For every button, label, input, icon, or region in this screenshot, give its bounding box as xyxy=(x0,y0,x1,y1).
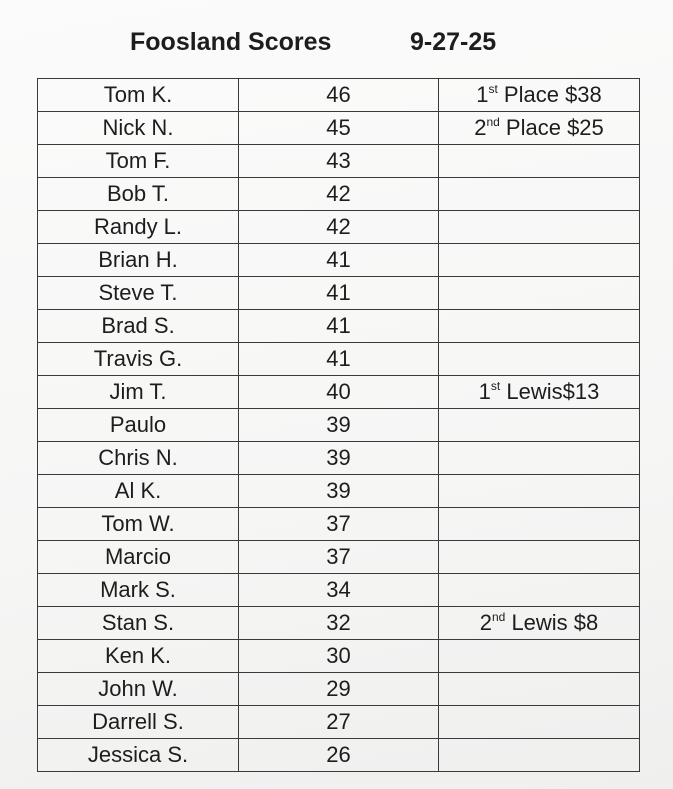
prize-cell xyxy=(439,607,640,640)
player-score: 41 xyxy=(239,310,439,343)
player-name: Ken K. xyxy=(38,640,239,673)
player-name: Mark S. xyxy=(38,574,239,607)
table-row xyxy=(38,277,640,310)
table-row xyxy=(38,442,640,475)
table-row xyxy=(38,178,640,211)
player-score: 39 xyxy=(239,475,439,508)
player-name: Chris N. xyxy=(38,442,239,475)
prize-ordinal-suffix: st xyxy=(488,82,498,96)
player-name: Tom F. xyxy=(38,145,239,178)
table-row xyxy=(38,244,640,277)
table-row xyxy=(38,508,640,541)
player-name: Tom W. xyxy=(38,508,239,541)
player-score: 42 xyxy=(239,178,439,211)
table-row xyxy=(38,574,640,607)
player-name: Marcio xyxy=(38,541,239,574)
prize-cell xyxy=(439,310,640,343)
table-row xyxy=(38,112,640,145)
player-name: Jessica S. xyxy=(38,739,239,772)
prize-cell xyxy=(439,706,640,739)
table-row xyxy=(38,640,640,673)
prize-cell xyxy=(439,376,640,409)
prize-cell xyxy=(439,244,640,277)
prize-cell xyxy=(439,79,640,112)
prize-cell xyxy=(439,211,640,244)
prize-cell xyxy=(439,508,640,541)
table-row xyxy=(38,376,640,409)
table-row xyxy=(38,739,640,772)
prize-text: Place $25 xyxy=(499,115,604,140)
player-name: John W. xyxy=(38,673,239,706)
player-score: 41 xyxy=(239,277,439,310)
player-name: Paulo xyxy=(38,409,239,442)
prize-cell xyxy=(439,673,640,706)
prize-ordinal-suffix: nd xyxy=(491,610,506,624)
player-score: 43 xyxy=(239,145,439,178)
player-name: Brian H. xyxy=(38,244,239,277)
player-name: Brad S. xyxy=(38,310,239,343)
player-score: 46 xyxy=(239,79,439,112)
scores-table-body xyxy=(38,79,640,772)
player-score: 37 xyxy=(239,541,439,574)
player-name: Darrell S. xyxy=(38,706,239,739)
table-row xyxy=(38,310,640,343)
prize-cell xyxy=(439,640,640,673)
player-score: 41 xyxy=(239,244,439,277)
player-score: 40 xyxy=(239,376,439,409)
prize-cell xyxy=(439,541,640,574)
table-row xyxy=(38,706,640,739)
table-row xyxy=(38,79,640,112)
prize-cell xyxy=(439,739,640,772)
table-row xyxy=(38,475,640,508)
player-score: 29 xyxy=(239,673,439,706)
player-score: 45 xyxy=(239,112,439,145)
prize-ordinal-suffix: st xyxy=(490,379,501,393)
player-score: 26 xyxy=(239,739,439,772)
prize-text: Place $38 xyxy=(497,82,602,107)
player-score: 27 xyxy=(239,706,439,739)
prize-text: Lewis $8 xyxy=(505,610,599,635)
scores-table xyxy=(37,78,640,772)
player-score: 34 xyxy=(239,574,439,607)
prize-cell xyxy=(439,475,640,508)
prize-ordinal: 1 xyxy=(478,379,491,404)
table-row xyxy=(38,145,640,178)
player-name: Randy L. xyxy=(38,211,239,244)
player-score: 39 xyxy=(239,442,439,475)
player-name: Steve T. xyxy=(38,277,239,310)
prize-ordinal-suffix: nd xyxy=(486,115,500,129)
table-row xyxy=(38,343,640,376)
player-score: 37 xyxy=(239,508,439,541)
header xyxy=(0,25,673,59)
player-score: 32 xyxy=(239,607,439,640)
player-name: Stan S. xyxy=(38,607,239,640)
player-name: Tom K. xyxy=(38,79,239,112)
prize-cell xyxy=(439,343,640,376)
prize-ordinal: 1 xyxy=(476,82,489,107)
table-row xyxy=(38,673,640,706)
player-score: 41 xyxy=(239,343,439,376)
player-name: Jim T. xyxy=(38,376,239,409)
table-row xyxy=(38,541,640,574)
player-name: Al K. xyxy=(38,475,239,508)
table-row xyxy=(38,409,640,442)
player-name: Bob T. xyxy=(38,178,239,211)
table-row xyxy=(38,607,640,640)
prize-cell xyxy=(439,112,640,145)
player-score: 30 xyxy=(239,640,439,673)
table-row xyxy=(38,211,640,244)
prize-ordinal: 2 xyxy=(479,610,492,635)
prize-cell xyxy=(439,574,640,607)
prize-ordinal: 2 xyxy=(474,115,487,140)
page-date: 9-27-25 xyxy=(410,28,497,56)
page-title: Foosland Scores xyxy=(130,28,332,56)
prize-text: Lewis$13 xyxy=(500,379,600,404)
player-score: 42 xyxy=(239,211,439,244)
player-name: Travis G. xyxy=(38,343,239,376)
prize-cell xyxy=(439,145,640,178)
player-name: Nick N. xyxy=(38,112,239,145)
prize-cell xyxy=(439,409,640,442)
prize-cell xyxy=(439,277,640,310)
player-score: 39 xyxy=(239,409,439,442)
prize-cell xyxy=(439,178,640,211)
prize-cell xyxy=(439,442,640,475)
